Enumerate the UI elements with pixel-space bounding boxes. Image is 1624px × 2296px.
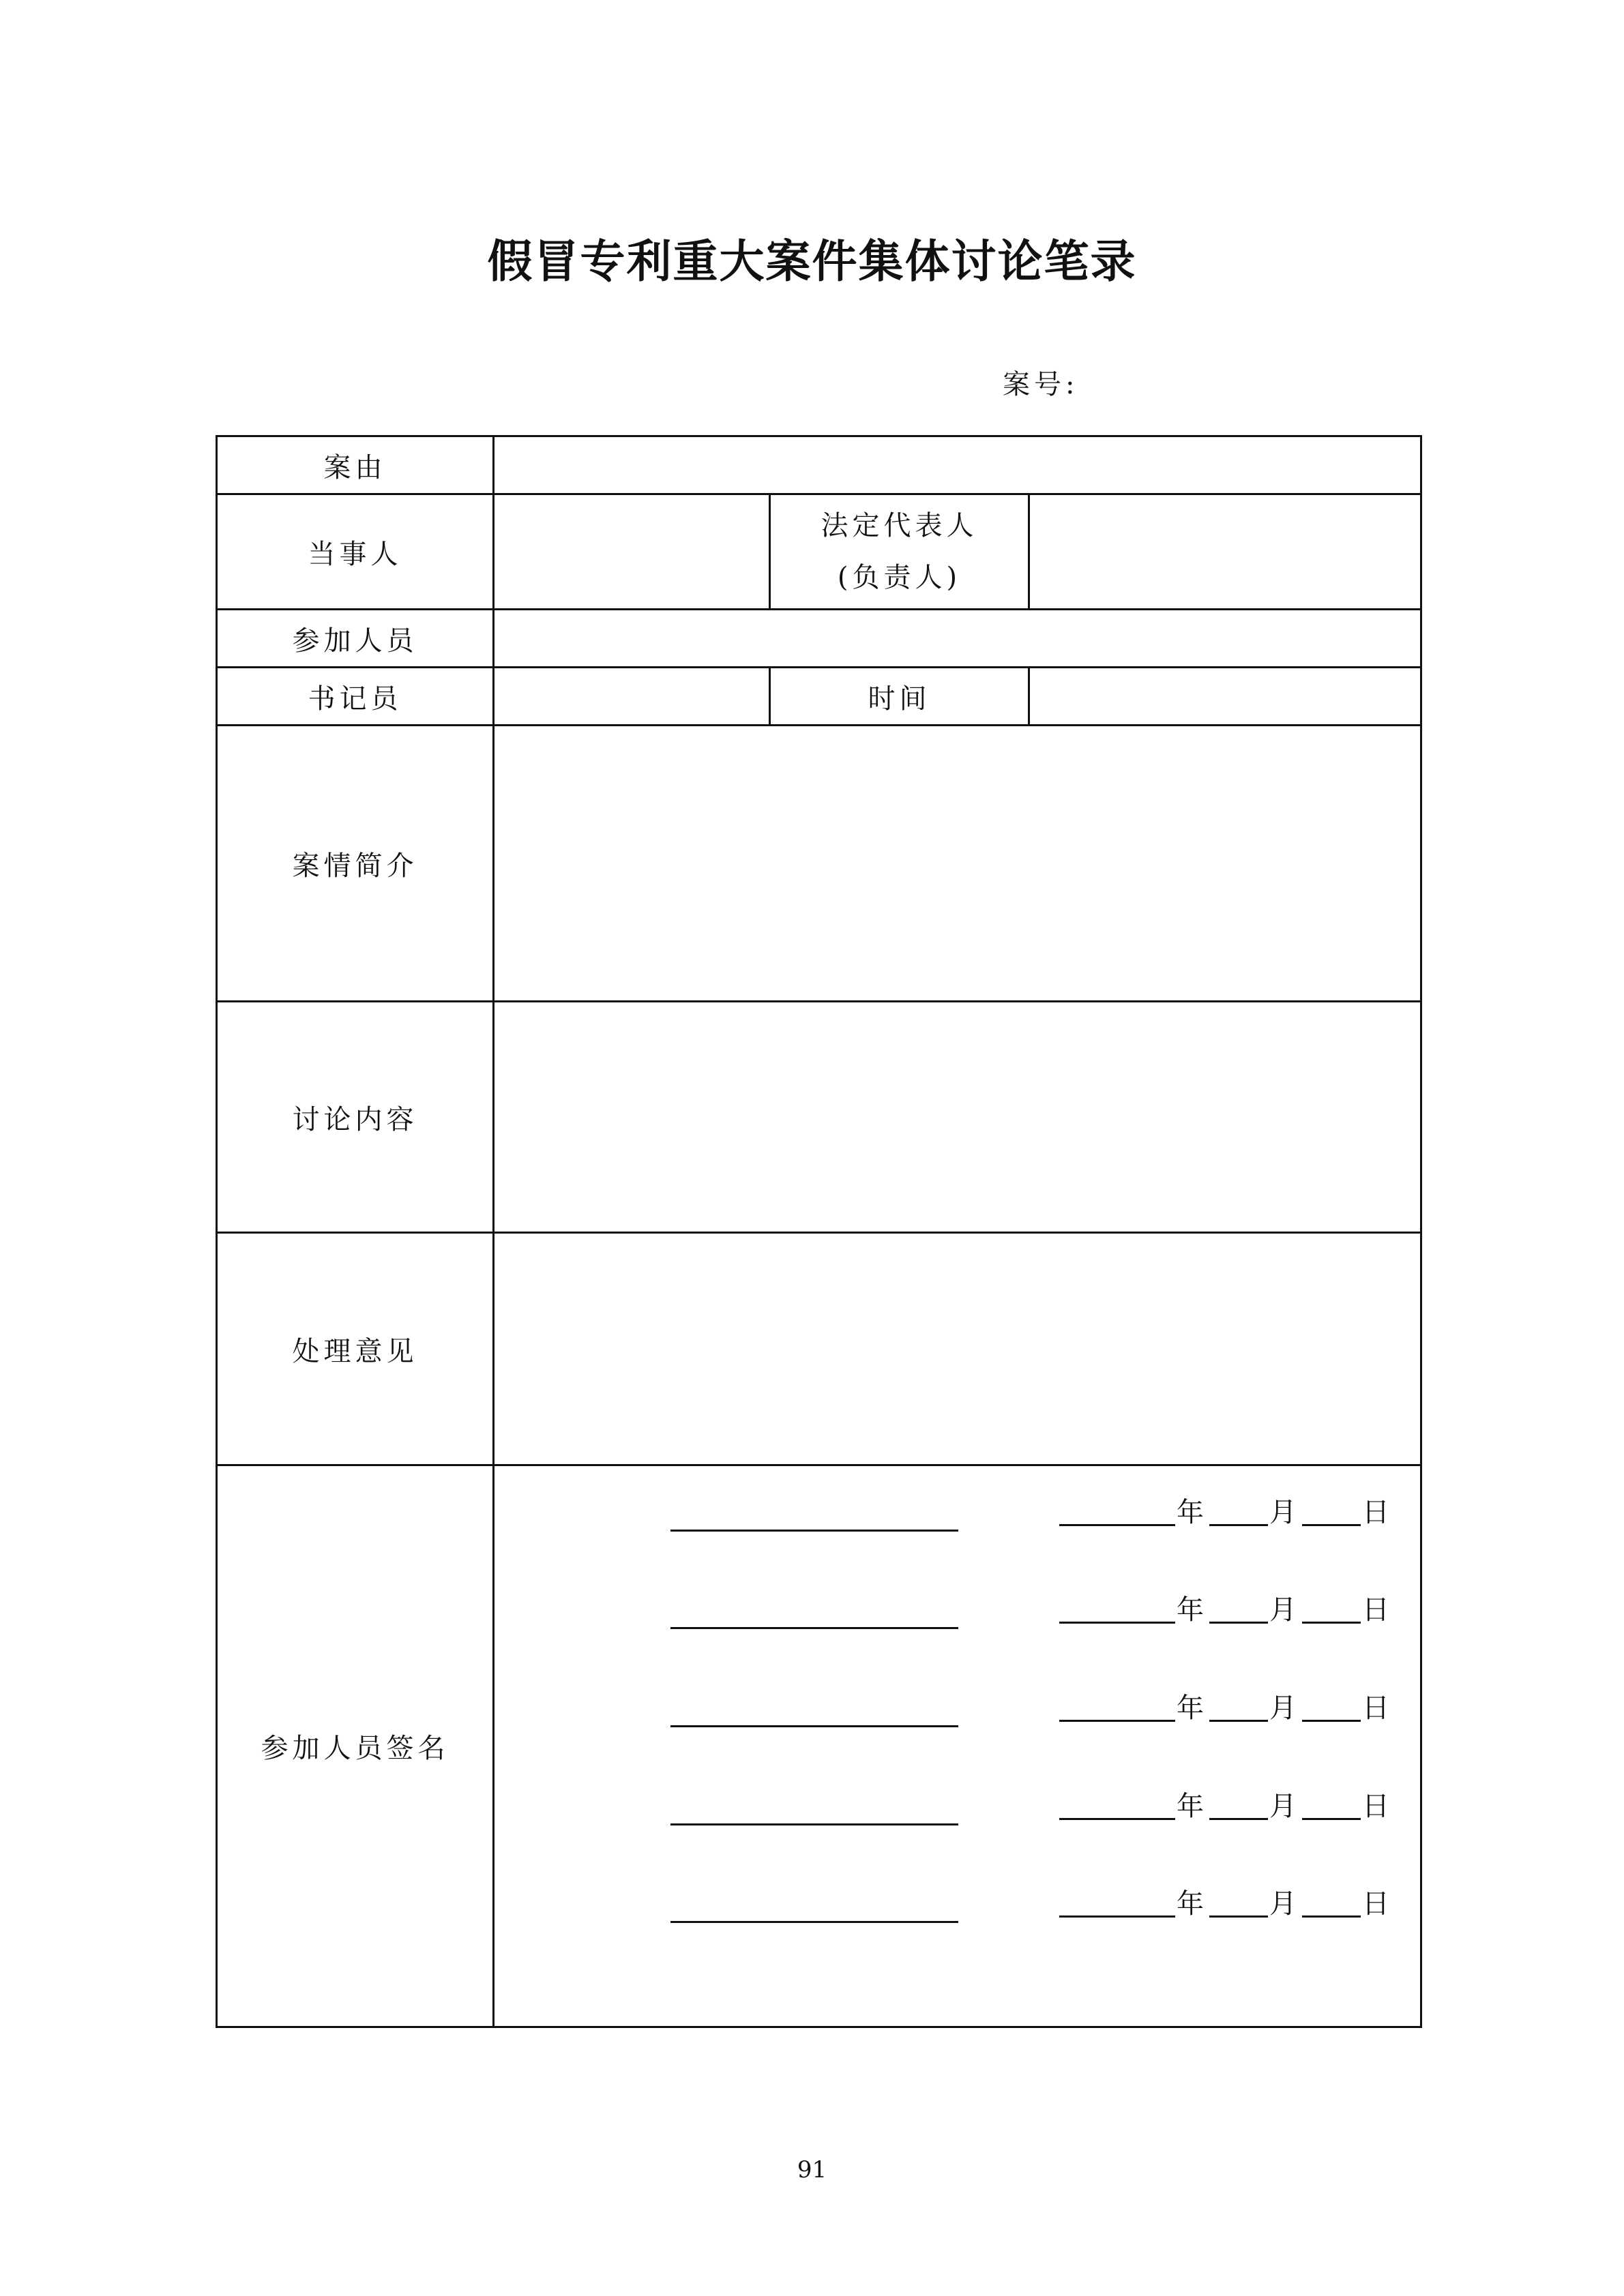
row-discussion — [217, 1002, 1421, 1233]
signature-date — [1059, 1592, 1395, 1633]
year-blank[interactable] — [1059, 1693, 1175, 1722]
year-label: 年 — [1177, 1791, 1208, 1822]
row-opinion — [217, 1233, 1421, 1465]
case-number-label: 案号: — [1003, 369, 1079, 400]
day-label: 日 — [1362, 1888, 1393, 1920]
row-signatures — [217, 1465, 1421, 2027]
day-blank[interactable] — [1302, 1888, 1361, 1918]
signature-row — [494, 1689, 1421, 1737]
month-blank[interactable] — [1209, 1888, 1268, 1918]
legal-rep-label-cell — [770, 494, 1029, 610]
month-blank[interactable] — [1209, 1791, 1268, 1820]
month-blank[interactable] — [1209, 1594, 1268, 1624]
participants-label: 参加人员 — [292, 625, 418, 657]
legal-rep-sub-label: (负责人) — [837, 562, 962, 593]
time-label: 时间 — [868, 683, 931, 715]
signature-row — [494, 1591, 1421, 1639]
month-blank[interactable] — [1209, 1497, 1268, 1526]
year-label: 年 — [1177, 1693, 1208, 1724]
row-cause — [217, 436, 1421, 494]
year-blank[interactable] — [1059, 1594, 1175, 1624]
signature-label: 参加人员签名 — [261, 1733, 449, 1764]
month-label: 月 — [1269, 1497, 1301, 1528]
participants-label-cell — [217, 610, 494, 668]
signature-line[interactable] — [670, 1921, 958, 1923]
signature-date — [1059, 1690, 1395, 1731]
summary-label: 案情简介 — [292, 850, 418, 882]
month-label: 月 — [1269, 1888, 1301, 1920]
month-label: 月 — [1269, 1594, 1301, 1626]
signature-row — [494, 1493, 1421, 1541]
signature-row — [494, 1885, 1421, 1933]
time-label-cell — [770, 668, 1029, 726]
discussion-label-cell — [217, 1002, 494, 1233]
day-label: 日 — [1362, 1791, 1393, 1822]
summary-label-cell — [217, 726, 494, 1002]
party-field[interactable] — [494, 494, 770, 610]
opinion-label: 处理意见 — [292, 1335, 418, 1367]
day-blank[interactable] — [1302, 1791, 1361, 1820]
signature-row — [494, 1787, 1421, 1835]
signature-label-cell — [217, 1465, 494, 2027]
opinion-label-cell — [217, 1233, 494, 1465]
row-recorder — [217, 668, 1421, 726]
cause-label: 案由 — [323, 451, 387, 483]
year-blank[interactable] — [1059, 1497, 1175, 1526]
year-blank[interactable] — [1059, 1791, 1175, 1820]
party-label-cell — [217, 494, 494, 610]
year-label: 年 — [1177, 1594, 1208, 1626]
day-blank[interactable] — [1302, 1497, 1361, 1526]
signature-line[interactable] — [670, 1823, 958, 1825]
discussion-record-form — [216, 435, 1422, 2028]
day-blank[interactable] — [1302, 1693, 1361, 1722]
signature-line[interactable] — [670, 1530, 958, 1532]
signature-date — [1059, 1886, 1395, 1927]
signature-date — [1059, 1789, 1395, 1830]
participants-field[interactable] — [494, 610, 1421, 668]
recorder-label: 书记员 — [308, 683, 402, 715]
row-summary — [217, 726, 1421, 1002]
month-label: 月 — [1269, 1693, 1301, 1724]
cause-label-cell — [217, 436, 494, 494]
opinion-field[interactable] — [494, 1233, 1421, 1465]
year-blank[interactable] — [1059, 1888, 1175, 1918]
day-label: 日 — [1362, 1693, 1393, 1724]
month-label: 月 — [1269, 1791, 1301, 1822]
day-blank[interactable] — [1302, 1594, 1361, 1624]
signature-line[interactable] — [670, 1627, 958, 1629]
page-number: 91 — [797, 2156, 827, 2183]
time-field[interactable] — [1029, 668, 1421, 726]
signature-area — [494, 1465, 1421, 2027]
document-title: 假冒专利重大案件集体讨论笔录 — [487, 235, 1137, 288]
legal-rep-field[interactable] — [1029, 494, 1421, 610]
month-blank[interactable] — [1209, 1693, 1268, 1722]
recorder-label-cell — [217, 668, 494, 726]
summary-field[interactable] — [494, 726, 1421, 1002]
legal-rep-label: 法定代表人 — [821, 510, 978, 541]
year-label: 年 — [1177, 1888, 1208, 1920]
signature-date — [1059, 1495, 1395, 1536]
day-label: 日 — [1362, 1594, 1393, 1626]
recorder-field[interactable] — [494, 668, 770, 726]
discussion-label: 讨论内容 — [292, 1103, 418, 1135]
day-label: 日 — [1362, 1497, 1393, 1528]
party-label: 当事人 — [308, 538, 402, 570]
row-participants — [217, 610, 1421, 668]
signature-line[interactable] — [670, 1725, 958, 1727]
discussion-field[interactable] — [494, 1002, 1421, 1233]
year-label: 年 — [1177, 1497, 1208, 1528]
row-party — [217, 494, 1421, 610]
cause-field[interactable] — [494, 436, 1421, 494]
